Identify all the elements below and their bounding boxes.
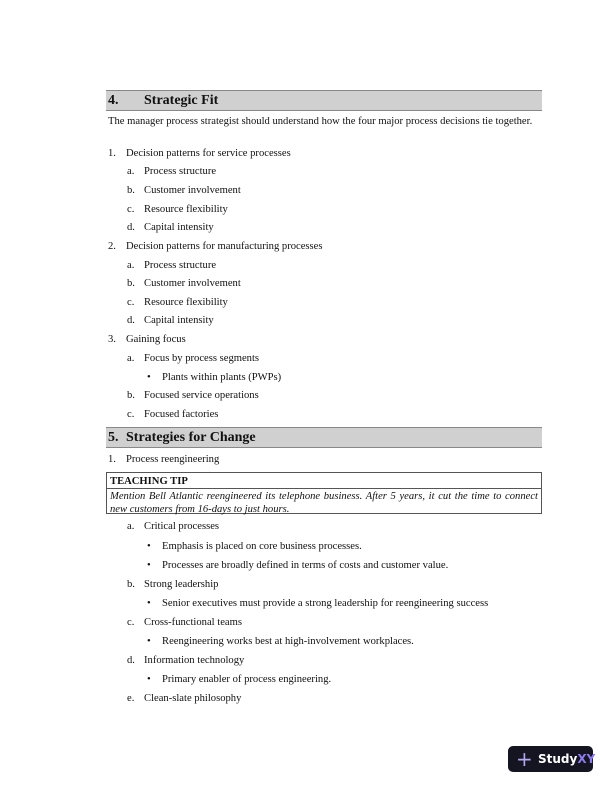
list-item: Strong leadership (144, 579, 219, 590)
section-number: 5. (108, 430, 119, 445)
list-marker: d. (127, 315, 135, 326)
list-item: Gaining focus (126, 334, 186, 345)
teaching-tip-box (106, 472, 542, 514)
bullet-icon: • (147, 541, 151, 552)
list-item: Process structure (144, 260, 217, 271)
list-item: Information technology (144, 655, 245, 666)
list-marker: c. (127, 409, 135, 420)
list-item: Decision patterns for manufacturing processes (126, 241, 323, 252)
list-item: Customer involvement (144, 185, 241, 196)
section-intro: The manager process strategist should understand how the four major process decisions tie together. (108, 116, 533, 127)
list-item: Resource flexibility (144, 297, 228, 308)
list-item: Critical processes (144, 521, 220, 532)
list-item: Capital intensity (144, 222, 214, 233)
list-marker: a. (127, 521, 135, 532)
section-title: Strategic Fit (144, 93, 219, 108)
teaching-tip-heading: TEACHING TIP (107, 473, 541, 489)
bullet-icon: • (147, 560, 151, 571)
list-item: Plants within plants (PWPs) (162, 372, 282, 383)
section-number: 4. (108, 93, 119, 108)
list-item: Focused service operations (144, 390, 259, 401)
list-marker: b. (127, 390, 135, 401)
list-item: Senior executives must provide a strong leadership for reengineering success (162, 598, 489, 609)
list-marker: 1. (108, 148, 116, 159)
list-marker: a. (127, 260, 135, 271)
list-item: Customer involvement (144, 278, 241, 289)
studyxy-logo (508, 746, 596, 772)
list-marker: b. (127, 185, 135, 196)
bullet-icon: • (147, 674, 151, 685)
list-marker: a. (127, 166, 135, 177)
list-item: Resource flexibility (144, 204, 228, 215)
list-marker: 2. (108, 241, 116, 252)
list-item: Emphasis is placed on core business processes. (162, 541, 362, 552)
list-item: Processes are broadly defined in terms of costs and customer value. (162, 560, 449, 571)
brand-study: Study (538, 752, 578, 766)
list-marker: a. (127, 353, 135, 364)
list-marker: c. (127, 297, 135, 308)
list-item: Process reengineering (126, 454, 220, 465)
list-marker: b. (127, 579, 135, 590)
list-marker: c. (127, 617, 135, 628)
list-item: Focus by process segments (144, 353, 260, 364)
bullet-icon: • (147, 372, 151, 383)
section-title: Strategies for Change (126, 430, 256, 445)
list-marker: 3. (108, 334, 116, 345)
brand-xy: XY (577, 752, 596, 766)
plus-icon: + (516, 747, 533, 771)
list-marker: d. (127, 222, 135, 233)
list-marker: e. (127, 693, 135, 704)
list-item: Decision patterns for service processes (126, 148, 291, 159)
list-item: Capital intensity (144, 315, 214, 326)
list-item: Reengineering works best at high-involvement workplaces. (162, 636, 414, 647)
list-item: Primary enabler of process engineering. (162, 674, 332, 685)
teaching-tip-body: Mention Bell Atlantic reengineered its telephone business. After 5 years, it cut the time to connect new customers from 16-days to just hours. (110, 491, 538, 515)
section-5-heading (106, 427, 542, 448)
list-item: Clean-slate philosophy (144, 693, 242, 704)
list-item: Process structure (144, 166, 217, 177)
list-marker: 1. (108, 454, 116, 465)
list-marker: d. (127, 655, 135, 666)
list-item: Cross-functional teams (144, 617, 242, 628)
list-item: Focused factories (144, 409, 219, 420)
bullet-icon: • (147, 598, 151, 609)
bullet-icon: • (147, 636, 151, 647)
section-4-heading (106, 90, 542, 111)
list-marker: c. (127, 204, 135, 215)
list-marker: b. (127, 278, 135, 289)
